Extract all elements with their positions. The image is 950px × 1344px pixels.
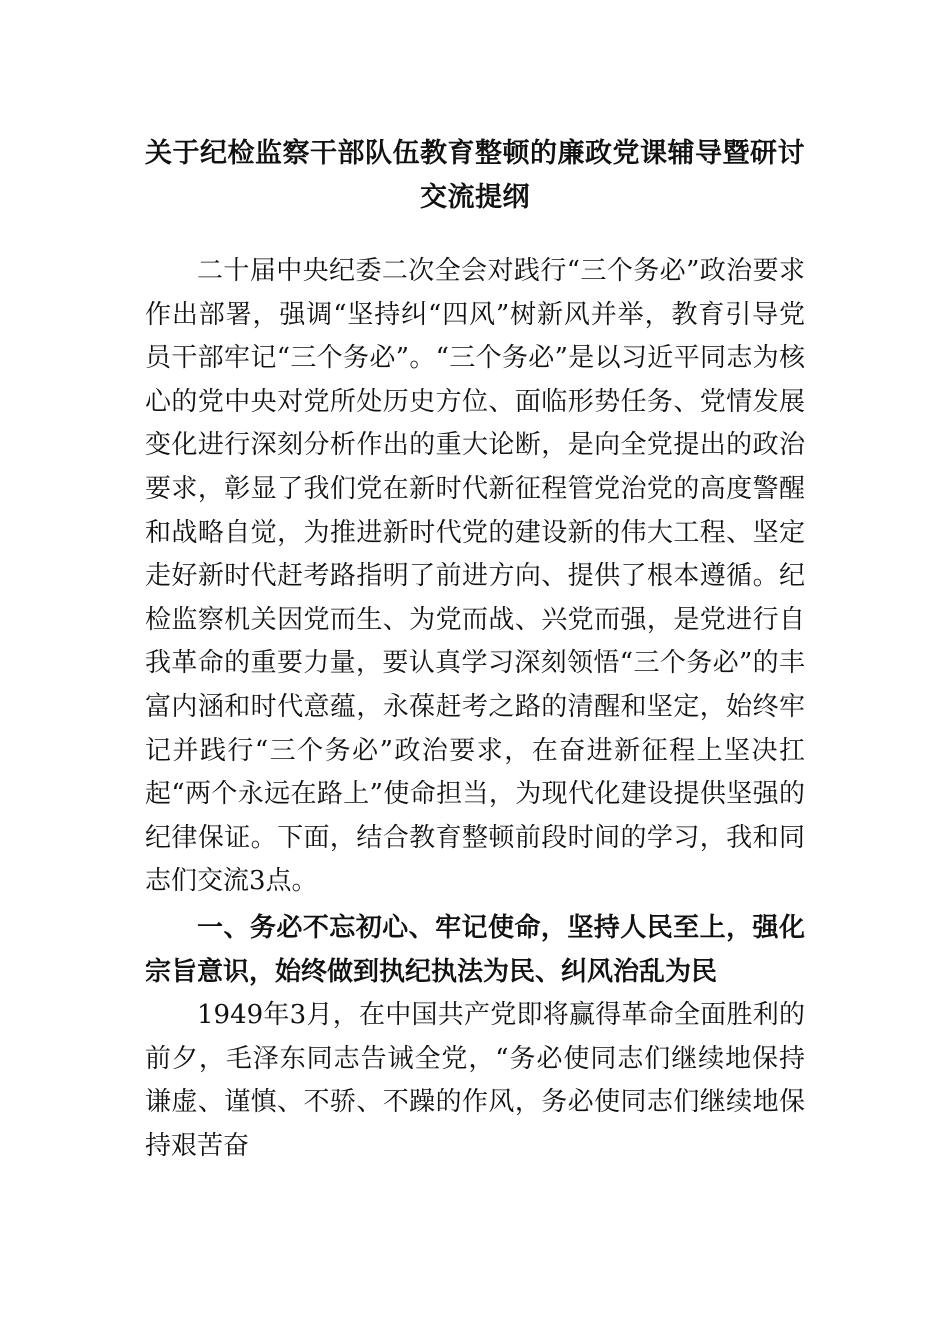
intro-paragraph: 二十届中央纪委二次全会对践行“三个务必”政治要求作出部署，强调“坚持纠“四风”树新风并举，教育引导党员干部牢记“三个务必”。“三个务必”是以习近平同志为核心的党中央对党所处历史方位、面临形势任务、党情发展变化进行深刻分析作出的重大论断，是向全党提出的政治要求，彰显了我们党在新时代新征程管党治党的高度警醒和战略自觉，为推进新时代党的建设新的伟大工程、坚定走好新时代赶考路指明了前进方向、提供了根本遵循。纪检监察机关因党而生、为党而战、兴党而强，是党进行自我革命的重要力量，要认真学习深刻领悟“三个务必”的丰富内涵和时代意蕴，永葆赶考之路的清醒和坚定，始终牢记并践行“三个务必”政治要求，在奋进新征程上坚决扛起“两个永远在路上”使命担当，为现代化建设提供坚强的纪律保证。下面，结合教育整顿前段时间的学习，我和同志们交流3点。 <box>145 256 805 897</box>
section-1-paragraph: 1949年3月，在中国共产党即将赢得革命全面胜利的前夕，毛泽东同志告诫全党，“务必使同志们继续地保持谦虚、谨慎、不骄、不躁的作风，务必使同志们继续地保持艰苦奋 <box>145 1000 805 1161</box>
section-1-heading: 一、务必不忘初心、牢记使命，坚持人民至上，强化宗旨意识，始终做到执纪执法为民、纠风治乱为民 <box>145 912 805 987</box>
document-page <box>145 132 805 1168</box>
document-title: 关于纪检监察干部队伍教育整顿的廉政党课辅导暨研讨交流提纲 <box>145 138 805 213</box>
